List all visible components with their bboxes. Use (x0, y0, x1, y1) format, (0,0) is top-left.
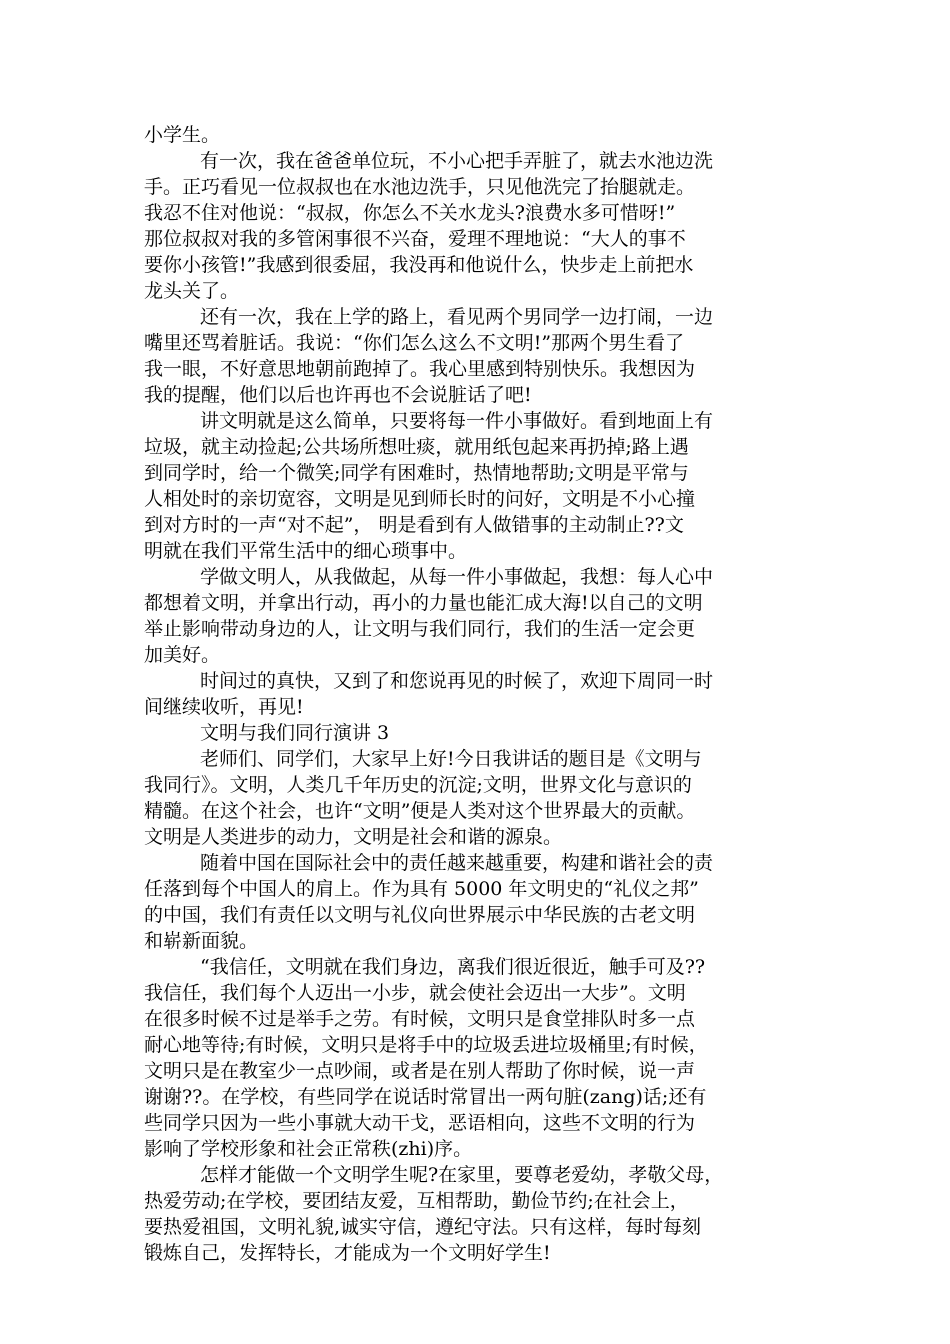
text-line: “我信任，文明就在我们身边，离我们很近很近，触手可及?? (200, 956, 706, 978)
text-line: 我同行》。文明，人类几千年历史的沉淀;文明，世界文化与意识的 (144, 774, 692, 796)
text-line: 谢谢??。在学校，有些同学在说话时常冒出一两句脏(zang)话;还有 (144, 1086, 707, 1108)
text-line: 和崭新面貌。 (144, 930, 259, 952)
text-line: 要你小孩管!”我感到很委屈，我没再和他说什么，快步走上前把水 (144, 254, 694, 276)
text-line: 讲文明就是这么简单，只要将每一件小事做好。看到地面上有 (200, 410, 714, 432)
text-line: 我忍不住对他说：“叔叔，你怎么不关水龙头?浪费水多可惜呀!” (144, 202, 676, 224)
text-line: 加美好。 (144, 644, 221, 666)
text-line: 间继续收听，再见! (144, 696, 304, 718)
text-line: 些同学只因为一些小事就大动干戈，恶语相向，这些不文明的行为 (144, 1112, 696, 1134)
text-line: 嘴里还骂着脏话。我说：“你们怎么这么不文明!”那两个男生看了 (144, 332, 685, 354)
text-line: 锻炼自己，发挥特长，才能成为一个文明好学生! (144, 1242, 551, 1264)
text-line: 老师们、同学们，大家早上好!今日我讲话的题目是《文明与 (200, 748, 702, 770)
text-line: 人相处时的亲切宽容，文明是见到师长时的问好，文明是不小心撞 (144, 488, 696, 510)
text-line: 手。正巧看见一位叔叔也在水池边洗手，只见他洗完了抬腿就走。 (144, 176, 696, 198)
text-line: 文明与我们同行演讲 3 (200, 722, 390, 744)
text-line: 随着中国在国际社会中的责任越来越重要，构建和谐社会的责 (200, 852, 714, 874)
document-page (144, 122, 824, 1266)
text-line: 学做文明人，从我做起，从每一件小事做起，我想：每人心中 (200, 566, 714, 588)
text-line: 我一眼，不好意思地朝前跑掉了。我心里感到特别快乐。我想因为 (144, 358, 696, 380)
text-line: 到同学时，给一个微笑;同学有困难时，热情地帮助;文明是平常与 (144, 462, 689, 484)
text-line: 我的提醒，他们以后也许再也不会说脏话了吧! (144, 384, 532, 406)
text-line: 怎样才能做一个文明学生呢?在家里，要尊老爱幼，孝敬父母， (200, 1164, 724, 1186)
text-line: 那位叔叔对我的多管闲事很不兴奋，爱理不理地说：“大人的事不 (144, 228, 686, 250)
text-line: 龙头关了。 (144, 280, 240, 302)
text-line: 都想着文明，并拿出行动，再小的力量也能汇成大海!以自己的文明 (144, 592, 703, 614)
text-line: 垃圾，就主动捡起;公共场所想吐痰，就用纸包起来再扔掉;路上遇 (144, 436, 689, 458)
text-line: 的中国，我们有责任以文明与礼仪向世界展示中华民族的古老文明 (144, 904, 696, 926)
text-line: 小学生。 (144, 124, 221, 146)
text-line: 文明只是在教室少一点吵闹，或者是在别人帮助了你时候，说一声 (144, 1060, 696, 1082)
text-line: 要热爱祖国，文明礼貌,诚实守信，遵纪守法。只有这样，每时每刻 (144, 1216, 702, 1238)
text-line: 有一次，我在爸爸单位玩，不小心把手弄脏了，就去水池边洗 (200, 150, 714, 172)
text-line: 我信任，我们每个人迈出一小步，就会使社会迈出一大步”。文明 (144, 982, 686, 1004)
text-line: 还有一次，我在上学的路上，看见两个男同学一边打闹，一边 (200, 306, 714, 328)
text-line: 热爱劳动;在学校，要团结友爱，互相帮助，勤俭节约;在社会上， (144, 1190, 689, 1212)
text-line: 时间过的真快，又到了和您说再见的时候了，欢迎下周同一时 (200, 670, 714, 692)
text-line: 任落到每个中国人的肩上。作为具有 5000 年文明史的“礼仪之邦” (144, 878, 699, 900)
text-line: 到对方时的一声“对不起”， 明是看到有人做错事的主动制止??文 (144, 514, 684, 536)
text-line: 明就在我们平常生活中的细心琐事中。 (144, 540, 468, 562)
text-line: 精髓。在这个社会，也许“文明”便是人类对这个世界最大的贡献。 (144, 800, 696, 822)
text-line: 举止影响带动身边的人，让文明与我们同行，我们的生活一定会更 (144, 618, 696, 640)
text-line: 影响了学校形象和社会正常秩(zhi)序。 (144, 1138, 473, 1160)
text-line: 文明是人类进步的动力，文明是社会和谐的源泉。 (144, 826, 563, 848)
text-line: 耐心地等待;有时候，文明只是将手中的垃圾丢进垃圾桶里;有时候， (144, 1034, 708, 1056)
text-line: 在很多时候不过是举手之劳。有时候，文明只是食堂排队时多一点 (144, 1008, 696, 1030)
